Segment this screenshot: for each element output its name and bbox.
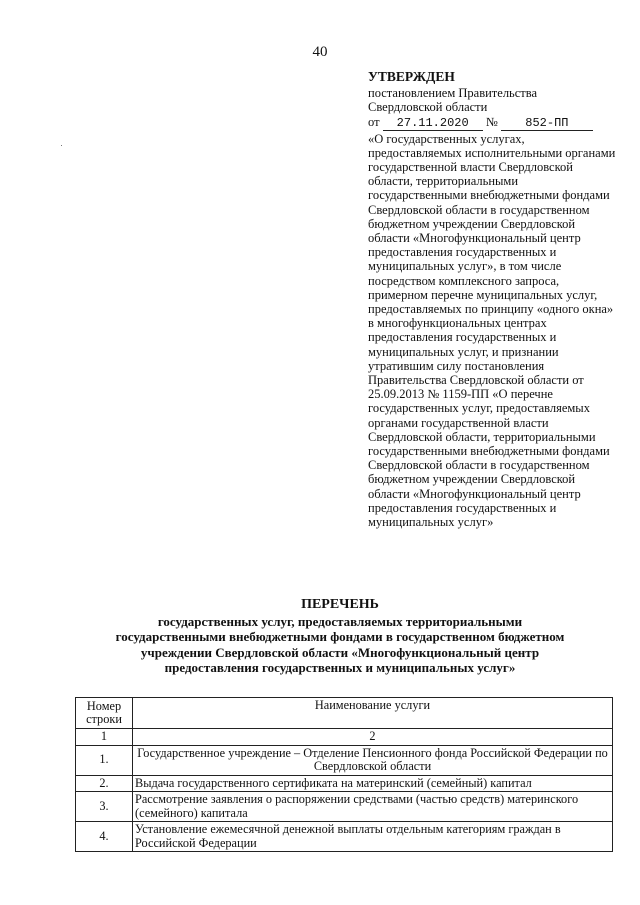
- approval-line-2: Свердловской области: [368, 100, 488, 115]
- approval-heading: УТВЕРЖДЕН: [368, 69, 455, 84]
- table-row: [76, 775, 613, 792]
- from-label: от: [368, 114, 380, 129]
- approval-date-number-line: [368, 115, 618, 131]
- number-label: №: [485, 114, 498, 129]
- row-section-title: Государственное учреждение – Отделение Пенсионного фонда Российской Федерации по Свердловской области: [133, 745, 613, 775]
- document-subtitle: государственных услуг, предоставляемых территориальными государственными внебюджетными фондами в государственном бюджетном учреждении Свердловской области «Многофункциональный центр предоставления государственных и муниципальных услуг»: [115, 613, 565, 675]
- approval-line-1: постановлением Правительства: [368, 86, 538, 101]
- header-name: Наименование услуги: [133, 698, 613, 729]
- column-number-1: 1: [76, 729, 133, 746]
- row-service-name: Рассмотрение заявления о распоряжении средствами (частью средств) материнского (семейного) капитала: [133, 792, 613, 822]
- row-number: 3.: [76, 792, 133, 822]
- table-header-row: [76, 698, 613, 729]
- row-service-name: Установление ежемесячной денежной выплаты отдельным категориям граждан в Российской Федерации: [133, 822, 613, 852]
- scan-speck: [61, 145, 62, 146]
- row-number: 2.: [76, 775, 133, 792]
- table-row: [76, 822, 613, 852]
- row-service-name: Выдача государственного сертификата на материнский (семейный) капитал: [133, 775, 613, 792]
- approval-date: 27.11.2020: [383, 117, 483, 131]
- services-table: [75, 697, 613, 852]
- document-title: ПЕРЕЧЕНЬ: [301, 597, 379, 612]
- approval-stamp: [368, 70, 618, 529]
- table-row: [76, 745, 613, 775]
- column-number-2: 2: [133, 729, 613, 746]
- table-row: [76, 792, 613, 822]
- page-number: 40: [312, 44, 328, 60]
- row-number: 1.: [76, 745, 133, 775]
- approval-description: «О государственных услугах, предоставляемых исполнительными органами государственной власти Свердловской области, территориальными государственными внебюджетными фондами Свердловской области в государственном бюджетном учреждении Свердловской области «Многофункциональный центр предоставления государственных и муниципальных услуг», в том числе посредством комплексного запроса, примерном перечне муниципальных услуг, предоставляемых по принципу «одного окна» в многофункциональных центрах предоставления государственных и муниципальных услуг, и признании утратившим силу постановления Правительства Свердловской области от 25.09.2013 № 1159-ПП «О перечне государственных услуг, предоставляемых органами государственной власти Свердловской области, территориальными государственными внебюджетными фондами Свердловской области в государственном бюджетном учреждении Свердловской области «Многофункциональный центр предоставления государственных и муниципальных услуг»: [368, 131, 616, 530]
- approval-number: 852-ПП: [501, 117, 593, 131]
- header-number: Номер строки: [76, 698, 133, 729]
- row-number: 4.: [76, 822, 133, 852]
- document-title-block: [40, 597, 640, 676]
- column-number-row: [76, 729, 613, 746]
